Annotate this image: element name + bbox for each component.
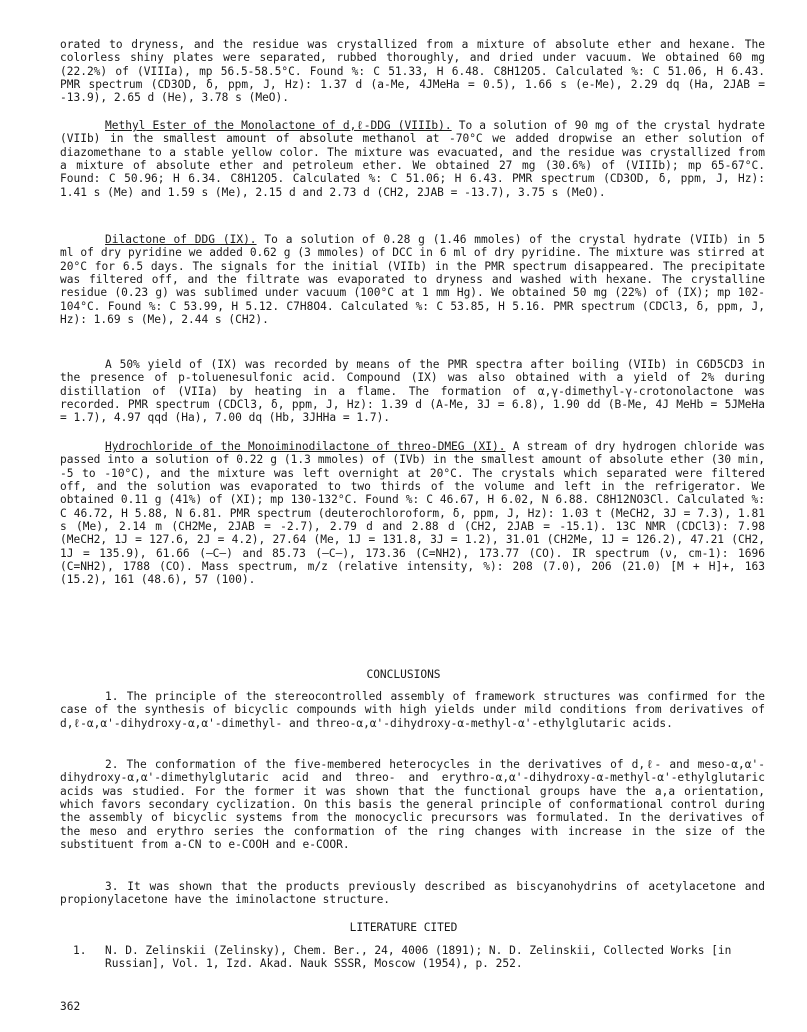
conclusion-1 (60, 690, 765, 730)
paragraph-xi (60, 440, 765, 587)
paragraph-text: 1. The principle of the stereocontrolled assembly of framework structures was confirmed for the case of the synthesis of bicyclic compounds with high yields under mild conditions from derivatives of d,ℓ-α,α'-dihydroxy-α,α'-dimethyl- and threo-α,α'-dihydroxy-α-methyl-α'-ethylglutaric acids. (60, 690, 765, 730)
page-number: 362 (60, 1000, 81, 1013)
reference-text: N. D. Zelinskii (Zelinsky), Chem. Ber., 24, 4006 (1891); N. D. Zelinskii, Collected Works [in Russian], Vol. 1, Izd. Akad. Nauk SSSR, Moscow (1954), p. 252. (105, 944, 732, 971)
section-title: Hydrochloride of the Monoiminodilactone of threo-DMEG (XI). (105, 440, 506, 453)
literature-cited-heading: LITERATURE CITED (349, 921, 458, 934)
paragraph-text: 2. The conformation of the five-membered heterocycles in the derivatives of d,ℓ- and meso-α,α'-dihydroxy-α,α'-dimethylglutaric acid and threo- and erythro-α,α'-dihydroxy-α-methyl-α'-ethylglutaric acids was studied. For the former it was shown that the functional groups have the a,a orientation, which favors secondary cyclization. On this basis the general principle of conformational control during the assembly of bicyclic systems from the monocyclic precursors was formulated. In the derivatives of the meso and erythro series the conformation of the ring changes with increase in the size of the substituent from a-CN to e-COOH and e-COOR. (60, 758, 765, 852)
paragraph-text: A stream of dry hydrogen chloride was passed into a solution of 0.22 g (1.3 mmoles) of (IVb) in the smallest amount of absolute ether (30 min, -5 to -10°C), and the mixture was left overnight at 20°C. The crystals which separated were filtered off, and the solution was evaporated to two thirds of the volume and left in the refrigerator. We obtained 0.11 g (41%) of (XI); mp 130-132°C. Found %: C 46.67, H 6.02, N 6.88. C8H12NO3Cl. Calculated %: C 46.72, H 5.88, N 6.81. PMR spectrum (deuterochloroform, δ, ppm, J, Hz): 1.03 t (MeCH2, 3J = 7.3), 1.81 s (Me), 2.14 m (CH2Me, 2JAB = -2.7), 2.79 d and 2.88 d (CH2, 2JAB = -15.1). 13C NMR (CDCl3): 7.98 (MeCH2, 1J = 127.6, 2J = 4.2), 27.64 (Me, 1J = 131.8, 3J = 1.2), 31.01 (CH2Me, 1J = 126.2), 47.21 (CH2, 1J = 135.9), 61.66 (—C—) and 85.73 (—C—), 173.36 (C=NH2), 173.77 (CO). IR spectrum (ν, cm-1): 1696 (C=NH2), 1788 (CO). Mass spectrum, m/z (relative intensity, %): 208 (7.0), 206 (21.0) [M + H]+, 163 (15.2), 161 (48.6), 57 (100). (60, 440, 765, 587)
section-title: Dilactone of DDG (IX). (105, 233, 257, 246)
paragraph-viiib (60, 119, 765, 199)
paragraph-text: orated to dryness, and the residue was crystallized from a mixture of absolute ether and hexane. The colorless shiny plates were separated, rubbed thoroughly, and dried under vacuum. We obtained 60 mg (22.2%) of (VIIIa), mp 56.5-58.5°C. Found %: C 51.33, H 6.48. C8H12O5. Calculated %: C 51.06, H 6.43. PMR spectrum (CD3OD, δ, ppm, J, Hz): 1.37 d (a-Me, 4JMeHa = 0.5), 1.66 s (e-Me), 2.29 dq (Ha, 2JAB = -13.9), 2.65 d (He), 3.78 s (MeO). (60, 38, 765, 105)
section-title: Methyl Ester of the Monolactone of d,ℓ-DDG (VIIIb). (105, 119, 452, 132)
paragraph-viiia (60, 38, 765, 105)
paragraph-text: A 50% yield of (IX) was recorded by means of the PMR spectra after boiling (VIIb) in C6D5CD3 in the presence of p-toluenesulfonic acid. Compound (IX) was also obtained with a yield of 2% during distillation of (VIIa) by heating in a flame. The formation of α,γ-dimethyl-γ-crotonolactone was recorded. PMR spectrum (CDCl3, δ, ppm, J, Hz): 1.39 d (A-Me, 3J = 6.8), 1.90 dd (B-Me, 4J MeHb = 5JMeHa = 1.7), 4.97 qqd (Ha), 7.00 dq (Hb, 3JHHa = 1.7). (60, 358, 765, 425)
reference-number: 1. (73, 944, 87, 957)
paragraph-text: To a solution of 90 mg of the crystal hydrate (VIIb) in the smallest amount of absolute methanol at -70°C we added dropwise an ether solution of diazomethane to a stable yellow color. The mixture was evacuated, and the residue was crystallized from a mixture of absolute ether and petroleum ether. We obtained 27 mg (30.6%) of (VIIIb); mp 65-67°C. Found: C 50.96; H 6.34. C8H12O5. Calculated %: C 51.06; H 6.43. PMR spectrum (CD3OD, δ, ppm, J, Hz): 1.41 s (Me) and 1.59 s (Me), 2.15 d and 2.73 d (CH2, 2JAB = -13.7), 3.75 s (MeO). (60, 119, 765, 199)
conclusion-3 (60, 880, 765, 907)
conclusions-heading: CONCLUSIONS (366, 668, 441, 681)
paragraph-text: 3. It was shown that the products previously described as biscyanohydrins of acetylacetone and propionylacetone have the iminolactone structure. (60, 880, 765, 907)
paragraph-text: To a solution of 0.28 g (1.46 mmoles) of the crystal hydrate (VIIb) in 5 ml of dry pyridine we added 0.62 g (3 mmoles) of DCC in 6 ml of dry pyridine. The mixture was stirred at 20°C for 6.5 days. The signals for the initial (VIIb) in the PMR spectrum disappeared. The precipitate was filtered off, and the filtrate was evaporated to dryness and washed with hexane. The crystalline residue (0.23 g) was sublimed under vacuum (100°C at 1 mm Hg). We obtained 50 mg (22%) of (IX); mp 102-104°C. Found %: C 53.99, H 5.12. C7H8O4. Calculated %: C 53.85, H 5.16. PMR spectrum (CDCl3, δ, ppm, J, Hz): 1.69 s (Me), 2.44 s (CH2). (60, 233, 766, 327)
paragraph-ix (60, 233, 765, 326)
conclusion-2 (60, 758, 765, 851)
paragraph-ix-yield (60, 358, 765, 425)
